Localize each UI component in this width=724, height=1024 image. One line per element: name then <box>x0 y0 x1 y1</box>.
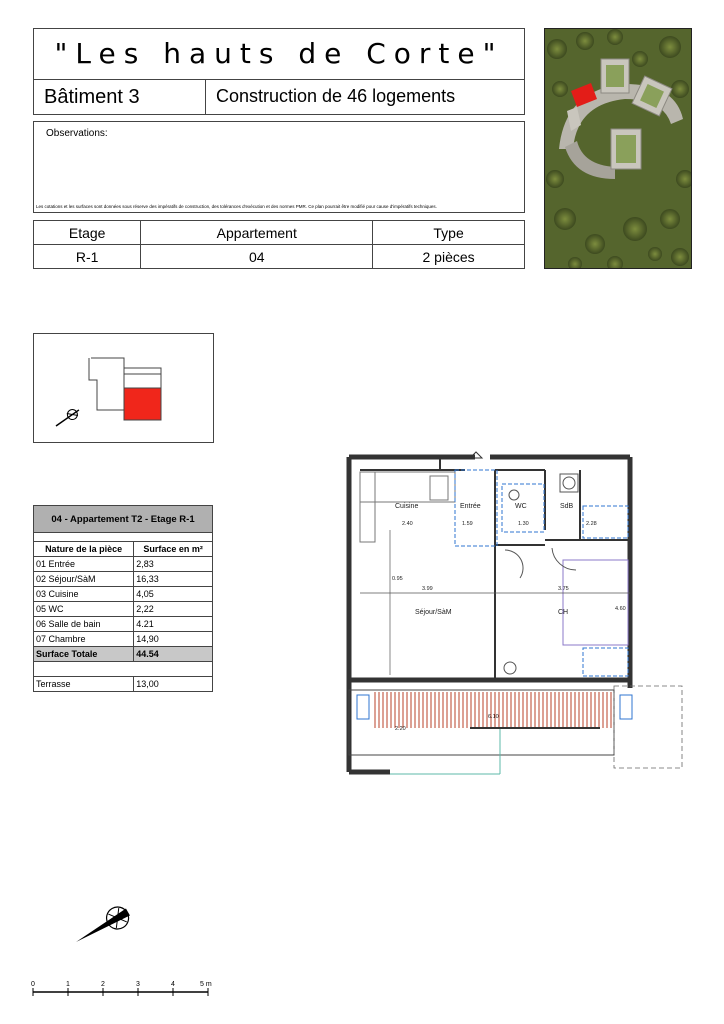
construction-label: Construction de 46 logements <box>216 86 456 106</box>
room-wc: WC <box>515 503 527 510</box>
scale-tick: 4 <box>171 981 175 988</box>
room-sejour: Séjour/SàM <box>415 609 452 616</box>
value-type: 2 pièces <box>373 245 525 269</box>
value-etage: R-1 <box>34 245 141 269</box>
table-row: 03 Cuisine 4,05 <box>34 587 213 602</box>
surface-table-title: 04 - Appartement T2 - Etage R-1 <box>34 506 213 533</box>
observations-label: Observations: <box>46 128 108 139</box>
room-sdb: SdB <box>560 503 574 510</box>
col-area: Surface en m² <box>134 542 213 557</box>
header-appartement: Appartement <box>141 221 373 245</box>
key-plan-north-icon <box>53 406 82 430</box>
scale-tick: 3 <box>136 981 140 988</box>
svg-text:4.60: 4.60 <box>615 606 626 612</box>
observations-note: Les cotations et les surfaces sont données sous réserve des impératifs de construction, des tolérances d'exécution et des normes PMR. Ce plan pourrait être modifié pour cause d'impératifs techniques. <box>36 204 437 209</box>
aerial-site-image <box>544 28 692 269</box>
table-row: 06 Salle de bain 4.21 <box>34 617 213 632</box>
svg-text:6.10: 6.10 <box>488 714 499 720</box>
apartment-info-table <box>33 220 525 269</box>
total-row: Surface Totale 44.54 <box>34 647 213 662</box>
scale-tick: 1 <box>66 981 70 988</box>
floor-plan <box>330 440 690 785</box>
svg-text:2.28: 2.28 <box>586 521 597 527</box>
surface-table <box>33 505 213 692</box>
key-plan <box>33 333 214 443</box>
north-arrow-icon <box>74 902 144 947</box>
project-title-box <box>33 28 525 80</box>
header-type: Type <box>373 221 525 245</box>
table-row: 02 Séjour/SàM 16,33 <box>34 572 213 587</box>
svg-text:0.95: 0.95 <box>392 576 403 582</box>
highlighted-apartment <box>124 388 161 420</box>
project-title: "Les hauts de Corte" <box>54 37 504 70</box>
terrace-row: Terrasse 13,00 <box>34 677 213 692</box>
value-appartement: 04 <box>141 245 373 269</box>
table-row: 01 Entrée 2,83 <box>34 557 213 572</box>
building-row <box>33 79 525 115</box>
building-label: Bâtiment 3 <box>34 80 206 114</box>
svg-text:2.40: 2.40 <box>402 521 413 527</box>
svg-text:2.20: 2.20 <box>395 726 406 732</box>
scale-tick: 2 <box>101 981 105 988</box>
scale-tick: 0 <box>31 981 35 988</box>
room-cuisine: Cuisine <box>395 503 419 510</box>
scale-bar <box>28 978 218 1003</box>
room-entree: Entrée <box>460 503 481 510</box>
table-row: 05 WC 2,22 <box>34 602 213 617</box>
col-room: Nature de la pièce <box>34 542 134 557</box>
svg-text:1.59: 1.59 <box>462 521 473 527</box>
room-chambre: CH <box>558 609 569 616</box>
svg-text:3.75: 3.75 <box>558 586 569 592</box>
observations-box <box>33 121 525 213</box>
svg-text:1.30: 1.30 <box>518 521 529 527</box>
header-etage: Etage <box>34 221 141 245</box>
table-row: 07 Chambre 14,90 <box>34 632 213 647</box>
scale-tick: 5 m <box>200 981 212 988</box>
terrace-deck <box>375 692 611 728</box>
svg-text:3.99: 3.99 <box>422 586 433 592</box>
